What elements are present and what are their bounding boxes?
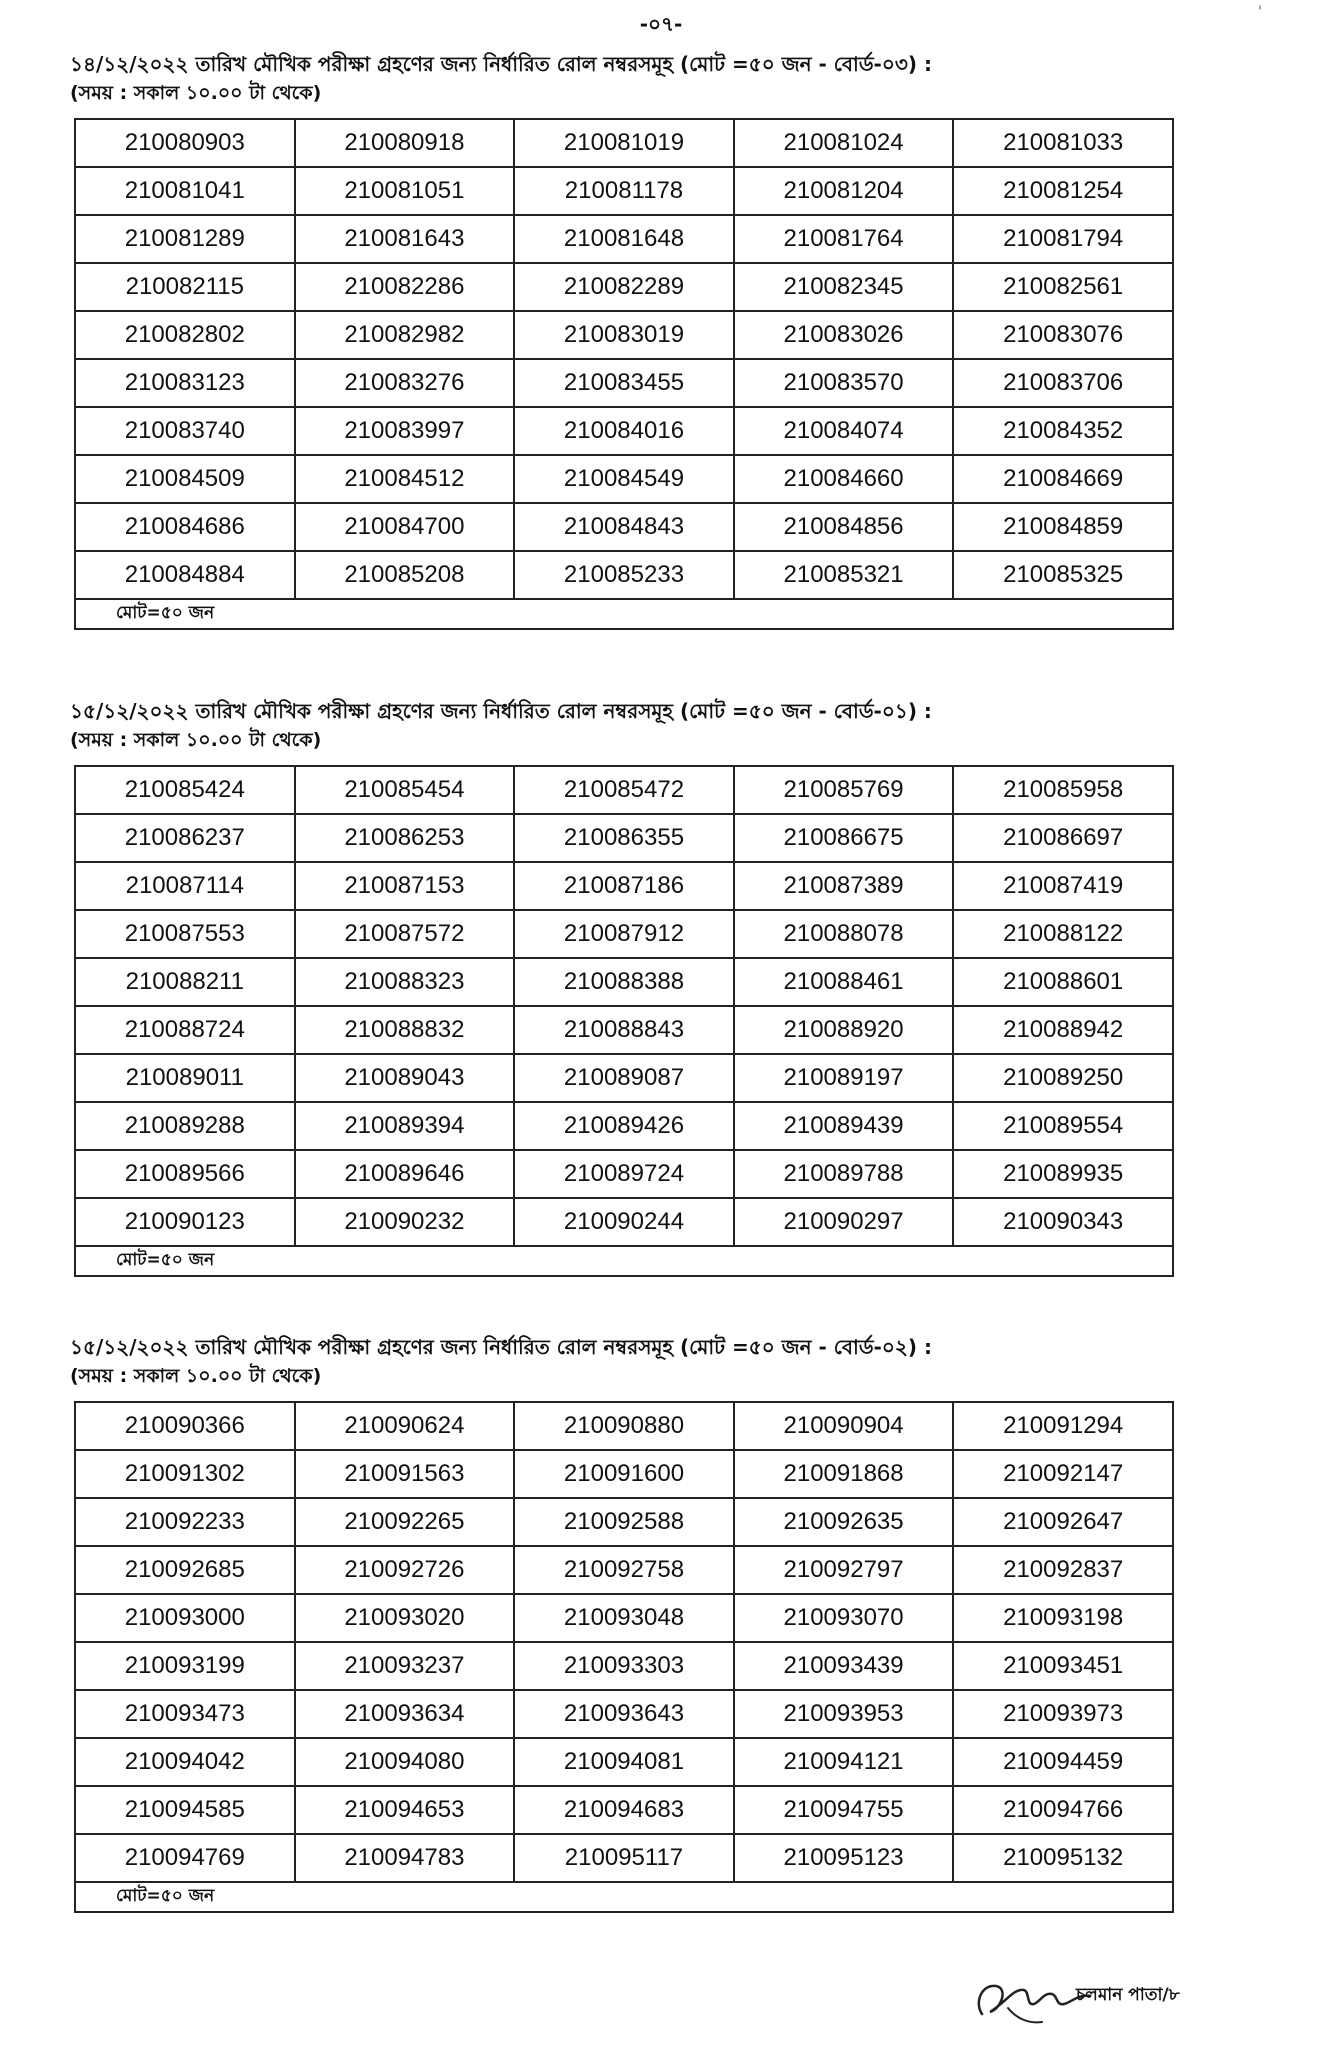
roll-number-cell: 210094653 bbox=[295, 1786, 515, 1834]
roll-number-cell: 210086675 bbox=[734, 814, 954, 862]
roll-number-cell: 210089724 bbox=[514, 1150, 734, 1198]
roll-number-cell: 210085769 bbox=[734, 766, 954, 814]
roll-number-cell: 210088078 bbox=[734, 910, 954, 958]
table-row bbox=[75, 1102, 1173, 1150]
table-row bbox=[75, 455, 1173, 503]
total-count: মোট=৫০ জন bbox=[75, 599, 1173, 629]
roll-number-cell: 210090297 bbox=[734, 1198, 954, 1246]
page-number: -০৭- bbox=[639, 12, 683, 36]
roll-number-cell: 210088601 bbox=[953, 958, 1173, 1006]
total-count: মোট=৫০ জন bbox=[75, 1882, 1173, 1912]
roll-number-cell: 210084884 bbox=[75, 551, 295, 599]
roll-number-cell: 210084686 bbox=[75, 503, 295, 551]
roll-number-cell: 210081024 bbox=[734, 119, 954, 167]
roll-number-cell: 210082115 bbox=[75, 263, 295, 311]
table-row bbox=[75, 1450, 1173, 1498]
roll-number-cell: 210089011 bbox=[75, 1054, 295, 1102]
roll-number-cell: 210083123 bbox=[75, 359, 295, 407]
section-board-02 bbox=[70, 1333, 1182, 1913]
roll-number-cell: 210087572 bbox=[295, 910, 515, 958]
total-row bbox=[75, 1882, 1173, 1912]
roll-number-cell: 210089426 bbox=[514, 1102, 734, 1150]
roll-number-cell: 210090880 bbox=[514, 1402, 734, 1450]
roll-number-cell: 210090123 bbox=[75, 1198, 295, 1246]
roll-number-cell: 210083740 bbox=[75, 407, 295, 455]
roll-number-cell: 210092797 bbox=[734, 1546, 954, 1594]
roll-number-cell: 210084509 bbox=[75, 455, 295, 503]
table-row bbox=[75, 766, 1173, 814]
roll-number-cell: 210087419 bbox=[953, 862, 1173, 910]
roll-number-cell: 210087186 bbox=[514, 862, 734, 910]
roll-number-cell: 210084074 bbox=[734, 407, 954, 455]
table-row bbox=[75, 1642, 1173, 1690]
roll-number-cell: 210094459 bbox=[953, 1738, 1173, 1786]
roll-number-cell: 210090244 bbox=[514, 1198, 734, 1246]
section-time: (সময় : সকাল ১০.০০ টা থেকে) bbox=[70, 729, 322, 751]
roll-number-cell: 210095132 bbox=[953, 1834, 1173, 1882]
roll-number-cell: 210082289 bbox=[514, 263, 734, 311]
roll-number-cell: 210091868 bbox=[734, 1450, 954, 1498]
roll-number-cell: 210088832 bbox=[295, 1006, 515, 1054]
roll-number-cell: 210084512 bbox=[295, 455, 515, 503]
roll-number-cell: 210081204 bbox=[734, 167, 954, 215]
table-row bbox=[75, 1690, 1173, 1738]
section-heading: ১৫/১২/২০২২ তারিখ মৌখিক পরীক্ষা গ্রহণের জন্য নির্ধারিত রোল নম্বরসমূহ (মোট =৫০ জন - বোর্ড-০১) : bbox=[70, 699, 932, 723]
roll-number-cell: 210085321 bbox=[734, 551, 954, 599]
page-footer bbox=[968, 1968, 1208, 2028]
roll-number-cell: 210090232 bbox=[295, 1198, 515, 1246]
roll-number-cell: 210086697 bbox=[953, 814, 1173, 862]
roll-number-cell: 210089554 bbox=[953, 1102, 1173, 1150]
roll-number-cell: 210084549 bbox=[514, 455, 734, 503]
roll-number-cell: 210084843 bbox=[514, 503, 734, 551]
roll-number-cell: 210094769 bbox=[75, 1834, 295, 1882]
roll-number-cell: 210084669 bbox=[953, 455, 1173, 503]
roll-number-cell: 210083019 bbox=[514, 311, 734, 359]
roll-number-cell: 210090904 bbox=[734, 1402, 954, 1450]
continued-page-note: চলমান পাতা/৮ bbox=[1076, 1985, 1180, 2005]
roll-number-cell: 210080918 bbox=[295, 119, 515, 167]
roll-number-cell: 210082561 bbox=[953, 263, 1173, 311]
table-row bbox=[75, 215, 1173, 263]
table-row bbox=[75, 862, 1173, 910]
table-row bbox=[75, 1498, 1173, 1546]
table-row bbox=[75, 1546, 1173, 1594]
roll-number-cell: 210095117 bbox=[514, 1834, 734, 1882]
roll-number-cell: 210081794 bbox=[953, 215, 1173, 263]
roll-number-cell: 210089288 bbox=[75, 1102, 295, 1150]
roll-number-cell: 210081051 bbox=[295, 167, 515, 215]
roll-number-cell: 210093198 bbox=[953, 1594, 1173, 1642]
roll-number-cell: 210092147 bbox=[953, 1450, 1173, 1498]
table-row bbox=[75, 1738, 1173, 1786]
roll-number-cell: 210092685 bbox=[75, 1546, 295, 1594]
table-row bbox=[75, 1198, 1173, 1246]
roll-table bbox=[74, 765, 1174, 1277]
roll-number-cell: 210089566 bbox=[75, 1150, 295, 1198]
section-time: (সময় : সকাল ১০.০০ টা থেকে) bbox=[70, 1365, 322, 1387]
roll-number-cell: 210089394 bbox=[295, 1102, 515, 1150]
roll-number-cell: 210093048 bbox=[514, 1594, 734, 1642]
roll-number-cell: 210087553 bbox=[75, 910, 295, 958]
table-row bbox=[75, 119, 1173, 167]
roll-number-cell: 210085208 bbox=[295, 551, 515, 599]
roll-number-cell: 210086355 bbox=[514, 814, 734, 862]
roll-number-cell: 210084016 bbox=[514, 407, 734, 455]
roll-number-cell: 210081033 bbox=[953, 119, 1173, 167]
roll-number-cell: 210084352 bbox=[953, 407, 1173, 455]
roll-number-cell: 210083076 bbox=[953, 311, 1173, 359]
table-row bbox=[75, 1402, 1173, 1450]
roll-number-cell: 210091302 bbox=[75, 1450, 295, 1498]
table-row bbox=[75, 1594, 1173, 1642]
roll-number-cell: 210081648 bbox=[514, 215, 734, 263]
roll-number-cell: 210092758 bbox=[514, 1546, 734, 1594]
table-row bbox=[75, 910, 1173, 958]
roll-number-cell: 210089197 bbox=[734, 1054, 954, 1102]
table-row bbox=[75, 1054, 1173, 1102]
roll-number-cell: 210085424 bbox=[75, 766, 295, 814]
roll-number-cell: 210093634 bbox=[295, 1690, 515, 1738]
roll-number-cell: 210088323 bbox=[295, 958, 515, 1006]
roll-number-cell: 210094683 bbox=[514, 1786, 734, 1834]
roll-number-cell: 210087114 bbox=[75, 862, 295, 910]
roll-number-cell: 210093439 bbox=[734, 1642, 954, 1690]
section-heading: ১৪/১২/২০২২ তারিখ মৌখিক পরীক্ষা গ্রহণের জন্য নির্ধারিত রোল নম্বরসমূহ (মোট =৫০ জন - বোর্ড-০৩) : bbox=[70, 52, 932, 76]
table-row bbox=[75, 1150, 1173, 1198]
roll-number-cell: 210093643 bbox=[514, 1690, 734, 1738]
table-row bbox=[75, 407, 1173, 455]
roll-number-cell: 210093199 bbox=[75, 1642, 295, 1690]
roll-number-cell: 210094783 bbox=[295, 1834, 515, 1882]
roll-number-cell: 210093070 bbox=[734, 1594, 954, 1642]
roll-number-cell: 210086237 bbox=[75, 814, 295, 862]
roll-number-cell: 210085454 bbox=[295, 766, 515, 814]
roll-number-cell: 210089250 bbox=[953, 1054, 1173, 1102]
roll-number-cell: 210082345 bbox=[734, 263, 954, 311]
roll-table bbox=[74, 1401, 1174, 1913]
roll-number-cell: 210089935 bbox=[953, 1150, 1173, 1198]
roll-number-cell: 210084700 bbox=[295, 503, 515, 551]
table-row bbox=[75, 263, 1173, 311]
roll-number-cell: 210084856 bbox=[734, 503, 954, 551]
roll-number-cell: 210083997 bbox=[295, 407, 515, 455]
roll-table bbox=[74, 118, 1174, 630]
roll-number-cell: 210095123 bbox=[734, 1834, 954, 1882]
table-row bbox=[75, 1006, 1173, 1054]
roll-number-cell: 210092647 bbox=[953, 1498, 1173, 1546]
roll-number-cell: 210085472 bbox=[514, 766, 734, 814]
roll-number-cell: 210094081 bbox=[514, 1738, 734, 1786]
roll-number-cell: 210081178 bbox=[514, 167, 734, 215]
section-board-01 bbox=[70, 697, 1182, 1277]
roll-number-cell: 210093451 bbox=[953, 1642, 1173, 1690]
roll-number-cell: 210083276 bbox=[295, 359, 515, 407]
total-row bbox=[75, 599, 1173, 629]
roll-number-cell: 210094585 bbox=[75, 1786, 295, 1834]
roll-number-cell: 210088843 bbox=[514, 1006, 734, 1054]
roll-number-cell: 210087912 bbox=[514, 910, 734, 958]
roll-number-cell: 210085233 bbox=[514, 551, 734, 599]
roll-number-cell: 210092233 bbox=[75, 1498, 295, 1546]
roll-number-cell: 210093953 bbox=[734, 1690, 954, 1738]
roll-number-cell: 210080903 bbox=[75, 119, 295, 167]
roll-number-cell: 210083570 bbox=[734, 359, 954, 407]
table-row bbox=[75, 167, 1173, 215]
roll-number-cell: 210081041 bbox=[75, 167, 295, 215]
roll-number-cell: 210081764 bbox=[734, 215, 954, 263]
roll-number-cell: 210081254 bbox=[953, 167, 1173, 215]
roll-number-cell: 210093473 bbox=[75, 1690, 295, 1738]
roll-number-cell: 210092837 bbox=[953, 1546, 1173, 1594]
roll-number-cell: 210088211 bbox=[75, 958, 295, 1006]
roll-number-cell: 210081019 bbox=[514, 119, 734, 167]
roll-number-cell: 210086253 bbox=[295, 814, 515, 862]
roll-number-cell: 210090343 bbox=[953, 1198, 1173, 1246]
roll-number-cell: 210083706 bbox=[953, 359, 1173, 407]
roll-number-cell: 210091294 bbox=[953, 1402, 1173, 1450]
table-row bbox=[75, 503, 1173, 551]
roll-number-cell: 210081643 bbox=[295, 215, 515, 263]
roll-number-cell: 210085958 bbox=[953, 766, 1173, 814]
roll-number-cell: 210091600 bbox=[514, 1450, 734, 1498]
roll-number-cell: 210088122 bbox=[953, 910, 1173, 958]
roll-number-cell: 210093020 bbox=[295, 1594, 515, 1642]
corner-mark: ' bbox=[1258, 4, 1262, 20]
section-time: (সময় : সকাল ১০.০০ টা থেকে) bbox=[70, 82, 322, 104]
roll-number-cell: 210092265 bbox=[295, 1498, 515, 1546]
roll-number-cell: 210088388 bbox=[514, 958, 734, 1006]
roll-number-cell: 210091563 bbox=[295, 1450, 515, 1498]
table-row bbox=[75, 551, 1173, 599]
table-row bbox=[75, 311, 1173, 359]
table-row bbox=[75, 359, 1173, 407]
roll-number-cell: 210088942 bbox=[953, 1006, 1173, 1054]
roll-number-cell: 210081289 bbox=[75, 215, 295, 263]
total-count: মোট=৫০ জন bbox=[75, 1246, 1173, 1276]
roll-number-cell: 210089087 bbox=[514, 1054, 734, 1102]
roll-number-cell: 210090366 bbox=[75, 1402, 295, 1450]
roll-number-cell: 210084859 bbox=[953, 503, 1173, 551]
roll-number-cell: 210082802 bbox=[75, 311, 295, 359]
roll-number-cell: 210085325 bbox=[953, 551, 1173, 599]
roll-number-cell: 210087153 bbox=[295, 862, 515, 910]
roll-number-cell: 210089439 bbox=[734, 1102, 954, 1150]
total-row bbox=[75, 1246, 1173, 1276]
roll-number-cell: 210088724 bbox=[75, 1006, 295, 1054]
section-board-03 bbox=[70, 50, 1182, 630]
roll-number-cell: 210082982 bbox=[295, 311, 515, 359]
roll-number-cell: 210094755 bbox=[734, 1786, 954, 1834]
table-row bbox=[75, 1786, 1173, 1834]
table-row bbox=[75, 1834, 1173, 1882]
section-heading: ১৫/১২/২০২২ তারিখ মৌখিক পরীক্ষা গ্রহণের জন্য নির্ধারিত রোল নম্বরসমূহ (মোট =৫০ জন - বোর্ড-০২) : bbox=[70, 1335, 932, 1359]
roll-number-cell: 210089043 bbox=[295, 1054, 515, 1102]
roll-number-cell: 210093237 bbox=[295, 1642, 515, 1690]
roll-number-cell: 210088920 bbox=[734, 1006, 954, 1054]
roll-number-cell: 210082286 bbox=[295, 263, 515, 311]
roll-number-cell: 210089788 bbox=[734, 1150, 954, 1198]
roll-number-cell: 210093973 bbox=[953, 1690, 1173, 1738]
table-row bbox=[75, 958, 1173, 1006]
roll-number-cell: 210083455 bbox=[514, 359, 734, 407]
roll-number-cell: 210092726 bbox=[295, 1546, 515, 1594]
roll-number-cell: 210092588 bbox=[514, 1498, 734, 1546]
roll-number-cell: 210094080 bbox=[295, 1738, 515, 1786]
roll-number-cell: 210088461 bbox=[734, 958, 954, 1006]
table-row bbox=[75, 814, 1173, 862]
roll-number-cell: 210094121 bbox=[734, 1738, 954, 1786]
roll-number-cell: 210084660 bbox=[734, 455, 954, 503]
roll-number-cell: 210083026 bbox=[734, 311, 954, 359]
roll-number-cell: 210087389 bbox=[734, 862, 954, 910]
roll-number-cell: 210092635 bbox=[734, 1498, 954, 1546]
roll-number-cell: 210094766 bbox=[953, 1786, 1173, 1834]
roll-number-cell: 210090624 bbox=[295, 1402, 515, 1450]
roll-number-cell: 210089646 bbox=[295, 1150, 515, 1198]
roll-number-cell: 210093000 bbox=[75, 1594, 295, 1642]
roll-number-cell: 210093303 bbox=[514, 1642, 734, 1690]
roll-number-cell: 210094042 bbox=[75, 1738, 295, 1786]
